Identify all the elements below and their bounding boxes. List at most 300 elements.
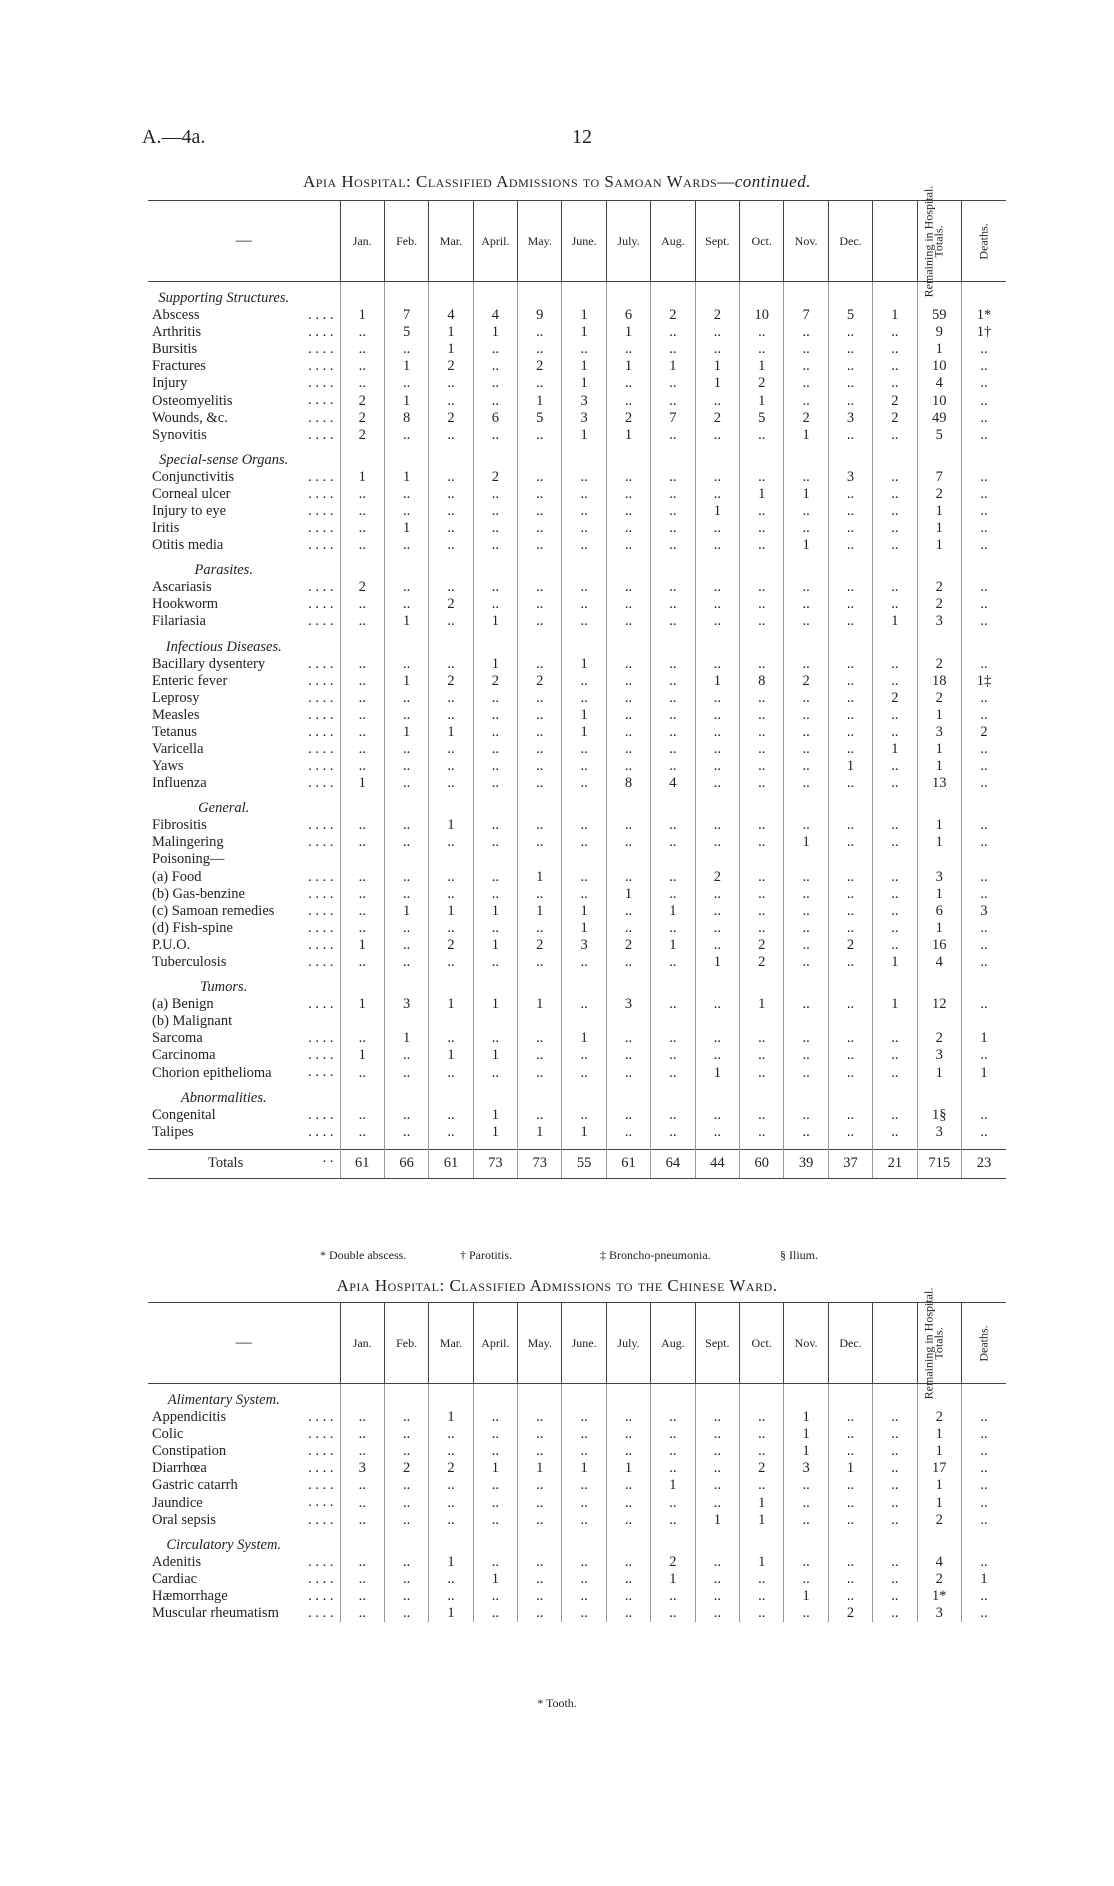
leader-dots: . . . . (308, 520, 334, 537)
row-label (148, 954, 340, 971)
table-cell: 1 (917, 503, 961, 520)
table-cell (340, 851, 384, 868)
table-cell: .. (873, 537, 917, 554)
column-header: May. (518, 1303, 562, 1384)
row-label (148, 596, 340, 613)
table-cell: .. (651, 537, 695, 554)
empty-cell (740, 444, 784, 469)
row-label (148, 1588, 340, 1605)
table-cell: .. (340, 537, 384, 554)
table-cell: .. (784, 903, 828, 920)
column-header: Oct. (740, 201, 784, 282)
table-cell: 3 (562, 410, 606, 427)
table-cell: .. (828, 817, 872, 834)
totals-cell: 715 (917, 1149, 961, 1178)
table-cell: 1 (917, 741, 961, 758)
table-cell: .. (873, 1494, 917, 1511)
table-cell (473, 1013, 517, 1030)
empty-cell (961, 971, 1006, 996)
table-cell: 1 (473, 903, 517, 920)
empty-cell (695, 971, 739, 996)
table-row (148, 1426, 1006, 1443)
table-cell: .. (740, 869, 784, 886)
empty-cell (961, 554, 1006, 579)
leader-dots: . . . . (308, 1047, 334, 1064)
empty-cell (695, 792, 739, 817)
empty-cell (384, 1529, 428, 1554)
section-heading: Abnormalities. (180, 1089, 267, 1106)
row-label-text: (b) Gas-benzine (152, 885, 245, 902)
empty-cell (828, 1384, 872, 1410)
column-header-text: Deaths. (976, 222, 991, 260)
table-cell: .. (384, 1064, 428, 1081)
table-row (148, 656, 1006, 673)
table-cell: .. (384, 427, 428, 444)
row-label (148, 1571, 340, 1588)
table-cell: .. (562, 741, 606, 758)
table-cell: .. (740, 1588, 784, 1605)
row-label-text: Filariasia (152, 613, 206, 630)
row-label (148, 690, 340, 707)
table-cell: .. (651, 869, 695, 886)
table-cell: .. (651, 817, 695, 834)
row-label (148, 375, 340, 392)
table-cell: .. (651, 613, 695, 630)
column-header: Mar. (429, 1303, 473, 1384)
table-cell: 1 (917, 1426, 961, 1443)
column-header: June. (562, 201, 606, 282)
table-cell: 4 (473, 307, 517, 324)
table-cell: .. (873, 469, 917, 486)
table-row (148, 375, 1006, 392)
row-label (148, 427, 340, 444)
table-cell: 2 (917, 656, 961, 673)
table-cell: .. (740, 1443, 784, 1460)
table-cell: .. (828, 486, 872, 503)
table-cell: 3 (917, 1124, 961, 1141)
table-cell: .. (340, 673, 384, 690)
table-cell: 1 (340, 307, 384, 324)
row-label (148, 724, 340, 741)
table-cell: .. (828, 341, 872, 358)
table-cell: .. (828, 920, 872, 937)
row-label (148, 834, 340, 851)
table-cell: .. (784, 341, 828, 358)
row-label (148, 324, 340, 341)
empty-cell (606, 1384, 650, 1410)
table-cell: 1 (695, 358, 739, 375)
table-cell: .. (740, 775, 784, 792)
table-cell: .. (606, 1030, 650, 1047)
table-cell: .. (518, 520, 562, 537)
table-cell: .. (695, 656, 739, 673)
table-cell: .. (562, 1443, 606, 1460)
table-cell: 3 (917, 724, 961, 741)
table-cell: 3 (828, 469, 872, 486)
row-label-text: Corneal ulcer (152, 485, 231, 502)
leader-dots: . . . . (308, 358, 334, 375)
table-cell: .. (384, 817, 428, 834)
empty-cell (784, 631, 828, 656)
empty-cell (695, 1141, 739, 1150)
table-cell: .. (961, 1124, 1006, 1141)
table-cell: .. (784, 596, 828, 613)
table-cell: 1 (518, 1460, 562, 1477)
table-cell: .. (606, 1554, 650, 1571)
empty-cell (518, 444, 562, 469)
leader-dots: . . . . (308, 375, 334, 392)
table-cell: .. (606, 1443, 650, 1460)
table-cell: .. (651, 886, 695, 903)
column-header: April. (473, 1303, 517, 1384)
column-header: Sept. (695, 1303, 739, 1384)
table-cell: .. (784, 886, 828, 903)
table-cell: 2 (917, 690, 961, 707)
empty-cell (873, 554, 917, 579)
row-label (148, 937, 340, 954)
table-cell: 2 (784, 410, 828, 427)
table-cell: .. (740, 520, 784, 537)
table-cell: .. (606, 1571, 650, 1588)
table-cell: .. (961, 427, 1006, 444)
row-label-text: Arthritis (152, 324, 202, 341)
footnote-parotitis: † Parotitis. (460, 1248, 513, 1262)
table-cell: 1 (651, 903, 695, 920)
empty-cell (695, 554, 739, 579)
empty-cell (651, 1141, 695, 1150)
empty-cell (429, 1529, 473, 1554)
table-cell: .. (695, 1030, 739, 1047)
table-row (148, 937, 1006, 954)
table-cell: .. (961, 341, 1006, 358)
empty-cell (562, 971, 606, 996)
table-cell: .. (340, 1030, 384, 1047)
table-cell: 12 (917, 996, 961, 1013)
table-cell: .. (740, 690, 784, 707)
table-cell: 16 (917, 937, 961, 954)
table-row (148, 1512, 1006, 1529)
row-label-text: Cardiac (152, 1570, 198, 1587)
table-row (148, 1443, 1006, 1460)
empty-cell (606, 971, 650, 996)
table-cell: .. (784, 469, 828, 486)
row-label-text: Tetanus (152, 723, 197, 740)
table-cell (606, 851, 650, 868)
table-cell: 1 (473, 324, 517, 341)
leader-dots: . . . . (308, 579, 334, 596)
table-cell: 2 (873, 410, 917, 427)
table-cell: .. (873, 1047, 917, 1064)
empty-cell (518, 971, 562, 996)
row-label-text: Enteric fever (152, 672, 228, 689)
table-cell: .. (562, 1494, 606, 1511)
empty-cell (518, 1141, 562, 1150)
table-cell: .. (518, 375, 562, 392)
table-cell: 2 (917, 486, 961, 503)
table-cell: .. (429, 954, 473, 971)
table-cell: .. (784, 1477, 828, 1494)
table-cell: .. (340, 741, 384, 758)
row-label-text: Influenza (152, 775, 207, 792)
table-cell: .. (473, 392, 517, 409)
table-cell: 1 (917, 520, 961, 537)
table-cell: .. (340, 1426, 384, 1443)
table-cell: .. (784, 707, 828, 724)
table-cell: 1 (784, 1409, 828, 1426)
table-cell: .. (961, 937, 1006, 954)
table-cell: .. (429, 579, 473, 596)
table-row (148, 613, 1006, 630)
table-cell: .. (606, 1047, 650, 1064)
table-cell: .. (340, 886, 384, 903)
table-cell: .. (518, 613, 562, 630)
table-cell: 1 (740, 392, 784, 409)
table-cell: 1 (606, 358, 650, 375)
table-cell: .. (429, 886, 473, 903)
empty-cell (828, 554, 872, 579)
table-cell: .. (518, 1030, 562, 1047)
row-label (148, 886, 340, 903)
table-cell: .. (429, 486, 473, 503)
row-label (148, 392, 340, 409)
table-cell: 1 (651, 1477, 695, 1494)
empty-cell (148, 1141, 340, 1150)
table-cell: .. (473, 954, 517, 971)
table-cell: .. (784, 520, 828, 537)
table-cell: .. (695, 1409, 739, 1426)
row-label-text: Injury to eye (152, 502, 227, 519)
row-label (148, 1030, 340, 1047)
row-label-text: Leprosy (152, 689, 200, 706)
empty-cell (473, 971, 517, 996)
table-row (148, 469, 1006, 486)
empty-cell (873, 1141, 917, 1150)
table-cell: .. (473, 741, 517, 758)
table-row (148, 596, 1006, 613)
table-cell (695, 851, 739, 868)
table-cell: 1 (384, 673, 428, 690)
table-cell: .. (384, 596, 428, 613)
empty-cell (518, 1384, 562, 1410)
table-cell: .. (562, 613, 606, 630)
table-cell: .. (473, 537, 517, 554)
table-cell: .. (695, 392, 739, 409)
table-cell: .. (384, 834, 428, 851)
empty-cell (961, 792, 1006, 817)
table-cell: .. (340, 834, 384, 851)
table-cell: .. (651, 920, 695, 937)
table-row (148, 1588, 1006, 1605)
column-header: July. (606, 201, 650, 282)
table-cell: .. (384, 937, 428, 954)
section-heading: Infectious Diseases. (165, 638, 282, 655)
table-cell: .. (784, 1512, 828, 1529)
table-row (148, 579, 1006, 596)
table-cell: .. (651, 392, 695, 409)
page-number: 12 (572, 126, 592, 148)
row-label (148, 1064, 340, 1081)
row-label-text: Muscular rheumatism (152, 1604, 279, 1621)
table-cell: .. (384, 1107, 428, 1124)
table-cell: .. (695, 520, 739, 537)
table-cell: .. (429, 1571, 473, 1588)
empty-cell (384, 792, 428, 817)
row-label-text: (b) Malignant (152, 1013, 233, 1030)
column-header: Sept. (695, 201, 739, 282)
table-cell: .. (606, 1426, 650, 1443)
table-cell: 1 (828, 1460, 872, 1477)
table-cell: 8 (384, 410, 428, 427)
table-cell: .. (961, 579, 1006, 596)
table-cell: .. (784, 954, 828, 971)
table-cell: .. (518, 1512, 562, 1529)
table-cell: .. (873, 1571, 917, 1588)
table-cell: .. (828, 834, 872, 851)
table-cell: .. (429, 1477, 473, 1494)
empty-cell (429, 792, 473, 817)
table-cell: 1 (562, 358, 606, 375)
table-cell (384, 851, 428, 868)
table-cell: .. (651, 758, 695, 775)
table-cell: .. (961, 537, 1006, 554)
totals-cell: 61 (429, 1149, 473, 1178)
table-cell: .. (873, 503, 917, 520)
table-cell: .. (873, 656, 917, 673)
table-cell: .. (828, 427, 872, 444)
row-label-text: (c) Samoan remedies (152, 902, 275, 919)
table-cell: 2 (473, 469, 517, 486)
leader-dots: . . . . (308, 834, 334, 851)
table-cell: .. (740, 1571, 784, 1588)
column-header-text: Remaining in Hospital. (921, 1287, 936, 1399)
table-cell: .. (473, 427, 517, 444)
leader-dots: . . . . (308, 672, 334, 689)
row-label (148, 817, 340, 834)
table-cell: .. (518, 758, 562, 775)
empty-cell (473, 1384, 517, 1410)
table-cell: .. (873, 1605, 917, 1622)
table-cell: .. (784, 1107, 828, 1124)
empty-cell (740, 282, 784, 308)
table-cell: .. (518, 427, 562, 444)
table-cell: 2 (340, 427, 384, 444)
leader-dots: . . . . (308, 919, 334, 936)
table-cell: .. (473, 869, 517, 886)
leader-dots: . . . . (308, 1587, 334, 1604)
column-header: Nov. (784, 1303, 828, 1384)
table-cell: 1 (384, 392, 428, 409)
table-cell: .. (473, 690, 517, 707)
table-cell: 8 (606, 775, 650, 792)
table-cell: 10 (740, 307, 784, 324)
row-label (148, 1409, 340, 1426)
column-header-text: Totals. (931, 224, 946, 258)
table-cell: 2 (651, 1554, 695, 1571)
table-cell: .. (651, 1494, 695, 1511)
table-cell: .. (828, 996, 872, 1013)
table-cell: 1 (740, 996, 784, 1013)
table-cell: .. (518, 1443, 562, 1460)
table-cell: .. (695, 834, 739, 851)
table-row (148, 486, 1006, 503)
table-cell: .. (606, 869, 650, 886)
section-row (148, 444, 1006, 469)
empty-cell (828, 1082, 872, 1107)
empty-cell (651, 971, 695, 996)
table-cell: 1 (606, 427, 650, 444)
table-cell: .. (961, 1494, 1006, 1511)
table-cell: .. (562, 996, 606, 1013)
table-cell: 2 (518, 673, 562, 690)
table-row (148, 1107, 1006, 1124)
table-cell: .. (961, 690, 1006, 707)
table-cell: .. (340, 869, 384, 886)
table-cell: .. (562, 954, 606, 971)
table-row (148, 427, 1006, 444)
empty-cell (429, 282, 473, 308)
table-cell: .. (473, 834, 517, 851)
row-label-text: Oral sepsis (152, 1511, 217, 1528)
row-label-text: Varicella (152, 741, 204, 758)
table-cell: 1 (917, 758, 961, 775)
table-cell: .. (384, 1571, 428, 1588)
table-cell: .. (562, 775, 606, 792)
table-cell: .. (473, 1064, 517, 1081)
empty-cell (606, 554, 650, 579)
table-cell: .. (606, 341, 650, 358)
samoan-wards-table (148, 185, 1006, 1179)
table-cell: .. (518, 1409, 562, 1426)
empty-cell (740, 1082, 784, 1107)
table-cell: 2 (873, 392, 917, 409)
table-cell: .. (651, 954, 695, 971)
table-cell: .. (695, 996, 739, 1013)
row-label (148, 903, 340, 920)
table-row (148, 817, 1006, 834)
table-cell: .. (651, 1047, 695, 1064)
table-cell: .. (651, 427, 695, 444)
empty-cell (606, 631, 650, 656)
table-cell: 3 (917, 869, 961, 886)
table-cell: .. (606, 834, 650, 851)
table-cell: 7 (917, 469, 961, 486)
table-cell: .. (873, 1409, 917, 1426)
table-cell: .. (651, 1460, 695, 1477)
leader-dots: . . (322, 1149, 334, 1166)
leader-dots: . . . . (308, 936, 334, 953)
totals-cell: 60 (740, 1149, 784, 1178)
table-cell: 2 (828, 937, 872, 954)
row-label-text: Bursitis (152, 341, 198, 358)
table-cell: .. (651, 834, 695, 851)
empty-cell (828, 282, 872, 308)
section-row (148, 792, 1006, 817)
table-cell: .. (961, 1443, 1006, 1460)
empty-cell (740, 1141, 784, 1150)
table-cell (562, 851, 606, 868)
empty-cell (518, 282, 562, 308)
table-cell: 1 (917, 920, 961, 937)
table-cell: .. (651, 724, 695, 741)
table-cell: .. (562, 1588, 606, 1605)
table-cell: .. (429, 1030, 473, 1047)
table-cell: .. (873, 1107, 917, 1124)
table-cell: 1 (606, 324, 650, 341)
totals-cell: 21 (873, 1149, 917, 1178)
table-cell: .. (784, 724, 828, 741)
table-cell: .. (473, 358, 517, 375)
row-label (148, 1013, 340, 1030)
